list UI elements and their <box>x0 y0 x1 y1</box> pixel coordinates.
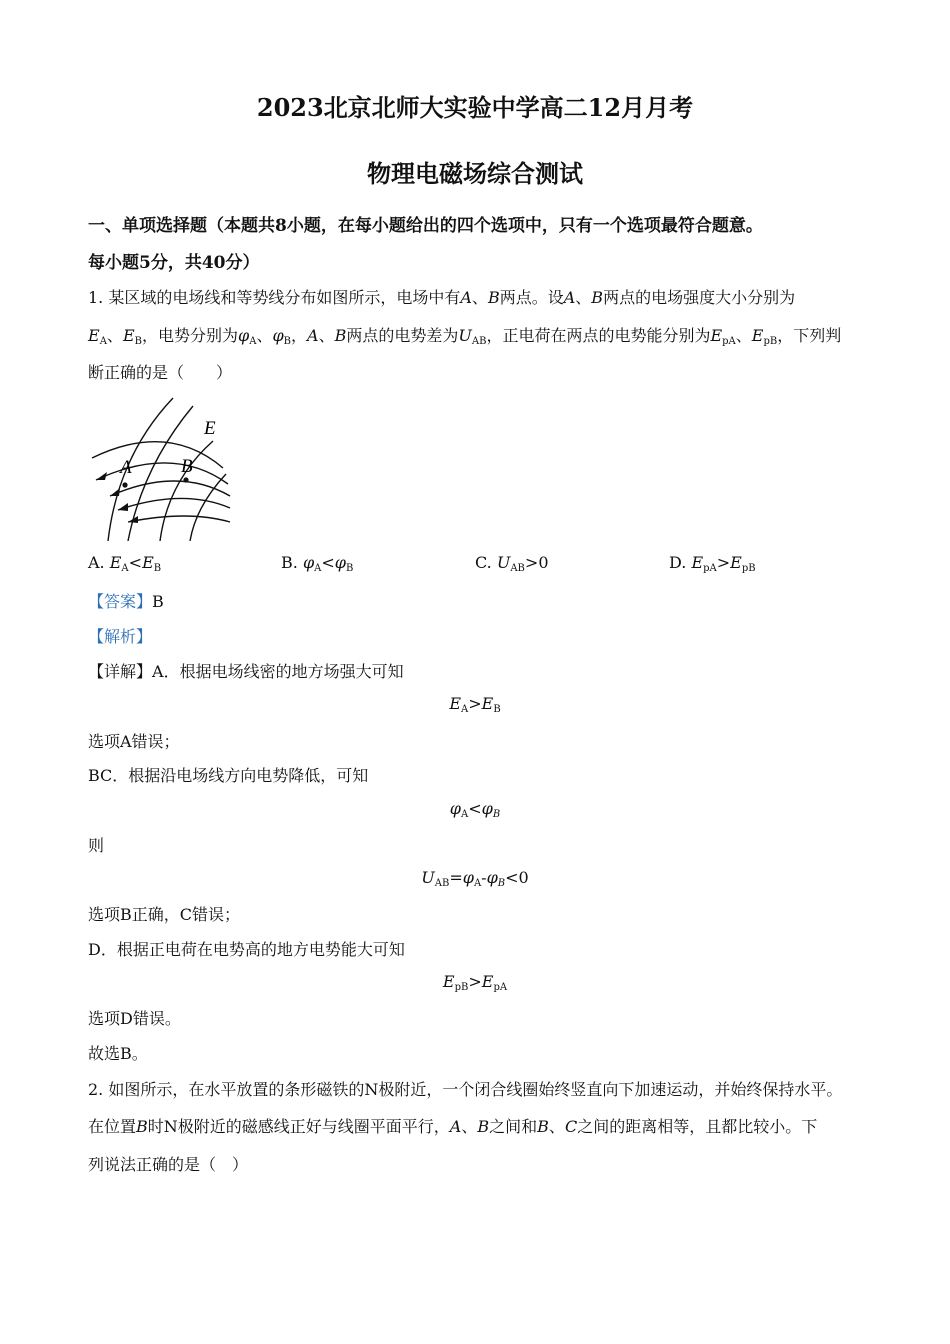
bc-result: 选项B正确，C错误； <box>88 905 241 924</box>
equation-4: $E_{pB}>E_{pA}$ <box>442 972 508 993</box>
detail-bc: BC．根据沿电场线方向电势降低，可知 <box>88 766 369 785</box>
field-line <box>128 516 230 522</box>
option-d: D. $E_{pA}>E_{pB}$ <box>669 553 756 574</box>
page-title: 2023北京北师大实验中学高二12月月考 <box>256 93 694 122</box>
label-e: E <box>204 418 216 439</box>
equation-1: $E_A>E_B$ <box>449 694 501 715</box>
option-a: A. $E_A<E_B$ <box>88 553 162 574</box>
option-b: B. $\varphi_A<\varphi_B$ <box>281 553 354 574</box>
label-a: A <box>120 457 132 478</box>
then-text: 则 <box>88 836 105 855</box>
q1-stem-line3: 断正确的是（ ） <box>88 363 233 382</box>
arrow-icon <box>118 503 128 511</box>
section-heading-line2: 每小题5分，共40分） <box>88 253 260 273</box>
answer-value: B <box>152 592 164 611</box>
detail-a: 【详解】A．根据电场线密的地方场强大可知 <box>88 662 404 681</box>
arrow-icon <box>128 516 138 523</box>
label-b: B <box>181 456 193 477</box>
option-d-wrong: 选项D错误。 <box>88 1009 181 1028</box>
equation-2: $\varphi_A<\varphi_B$ <box>449 799 501 820</box>
option-c: C. $U_{AB}>0$ <box>475 553 549 574</box>
analysis-tag: 【解析】 <box>88 627 153 646</box>
q2-stem-line3: 列说法正确的是（ ） <box>88 1155 249 1174</box>
page-subtitle: 物理电磁场综合测试 <box>367 159 583 188</box>
q2-stem-line1: 2. 如图所示，在水平放置的条形磁铁的N极附近，一个闭合线圈始终竖直向下加速运动，并始终保持水平。 <box>88 1080 843 1099</box>
answer-line <box>88 589 164 612</box>
option-a-wrong: 选项A错误； <box>88 732 180 751</box>
field-line <box>118 498 230 510</box>
conclusion: 故选B。 <box>88 1044 148 1063</box>
detail-d: D．根据正电荷在电势高的地方电势能大可知 <box>88 940 405 959</box>
field-line <box>92 442 223 468</box>
point-a-dot <box>122 482 127 487</box>
point-b-dot <box>183 477 188 482</box>
q1-stem-line1: 1. 某区域的电场线和等势线分布如图所示，电场中有A、B两点。设A、B两点的电场强度大小分别为 <box>88 288 796 307</box>
detail-tag: 【详解】 <box>88 662 153 681</box>
field-line <box>96 463 228 484</box>
section-heading-line1: 一、单项选择题（本题共8小题，在每小题给出的四个选项中，只有一个选项最符合题意。 <box>88 216 763 236</box>
equation-3: $U_{AB}=\varphi_A-\varphi_B<0$ <box>421 868 529 889</box>
field-line <box>110 481 230 496</box>
field-lines-figure <box>88 396 238 541</box>
q1-stem-line2: $E_A$、$E_B$，电势分别为$\varphi_A$、$\varphi_B$，A、B两点的电势差为$U_{AB}$，正电荷在两点的电势能分别为$E_{pA}$、$E_{pB}$，下列判 <box>88 326 842 347</box>
equipotential-line <box>190 474 226 541</box>
answer-tag: 【答案】 <box>88 592 153 611</box>
q2-stem-line2: 在位置B时N极附近的磁感线正好与线圈平面平行，A、B之间和B、C之间的距离相等，且都比较小。下 <box>88 1117 818 1136</box>
